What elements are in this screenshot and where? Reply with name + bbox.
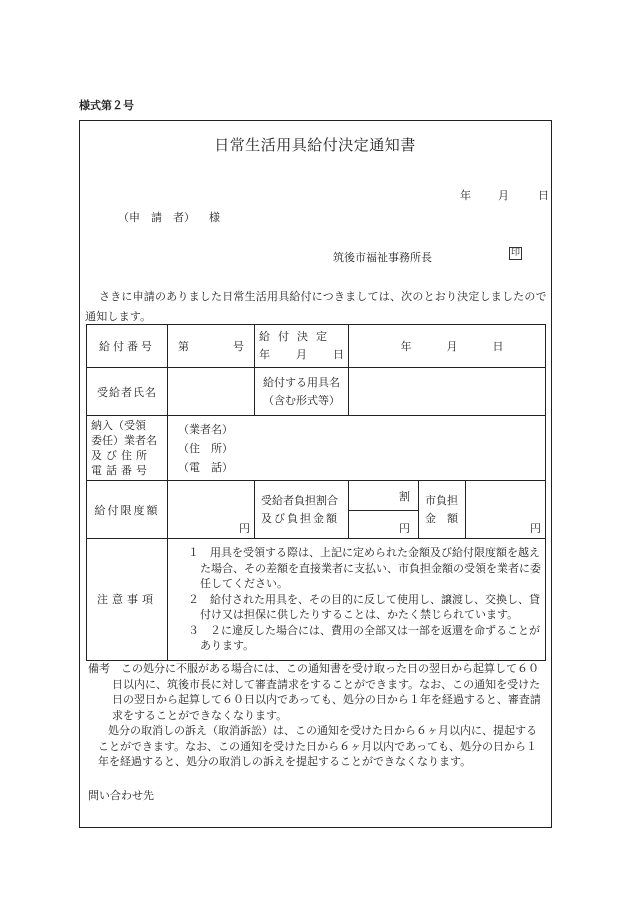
contact-label: 問い合わせ先 (88, 789, 154, 802)
vendor-phone: （電 話） (178, 460, 233, 474)
benefit-number-cell[interactable] (168, 325, 255, 368)
vendor-address: （住 所） (178, 441, 233, 455)
vendor-label-4: 電話番号 (91, 464, 151, 477)
note-item: ３ ２に違反した場合には、費用の全部又は一部を返還を命ずることがあります。 (188, 623, 540, 652)
limit-unit: 円 (239, 522, 250, 535)
decision-label: 給付決定 (259, 330, 335, 343)
burden-amount-cell[interactable] (349, 511, 419, 539)
burden-label-1: 受給者負担割合 (261, 493, 338, 507)
table-row (87, 539, 546, 661)
city-label-1: 市負担 (425, 493, 458, 507)
label-notes: 注意事項 (87, 539, 168, 661)
vendor-cell[interactable] (168, 416, 546, 481)
page-title: 日常生活用具給付決定通知書 (214, 136, 416, 154)
date-year-cell: 年 (400, 340, 412, 353)
date-month-cell: 月 (446, 340, 458, 353)
rate-unit: 割 (399, 489, 410, 503)
burden-label-2: 及び負担金額 (261, 511, 339, 525)
form-number: 様式第２号 (79, 99, 134, 112)
label-limit: 給付限度額 (87, 481, 168, 539)
issuer-name: 筑後市福祉事務所長 (333, 251, 432, 264)
date-day: 日 (538, 189, 549, 202)
date-year: 年 (460, 189, 471, 202)
date-month: 月 (498, 189, 509, 202)
decision-table (86, 324, 546, 661)
issue-date (460, 187, 549, 203)
seal-mark: 印 (510, 248, 520, 258)
remarks (88, 661, 546, 770)
item-name-cell[interactable] (349, 368, 546, 416)
recipient-name-cell[interactable] (168, 368, 255, 416)
vendor-name: （業者名） (178, 422, 233, 436)
table-row (87, 481, 546, 511)
applicant-line (118, 209, 220, 225)
label-month: 月 (296, 348, 307, 361)
label-recipient-name: 受給者氏名 (87, 368, 168, 416)
vendor-label-1: 納入（受領 (91, 419, 146, 432)
decision-date-cell[interactable] (349, 325, 546, 368)
intro-text: さきに申請のありました日常生活用具給付につきましては、次のとおり決定しましたので通知します。 (85, 290, 547, 323)
label-city-amount (419, 481, 466, 539)
city-label-2: 金 額 (425, 511, 458, 525)
table-row (87, 325, 546, 368)
vendor-label-2: 委任）業者名 (91, 434, 157, 447)
table-row (87, 368, 546, 416)
label-benefit-number: 給付番号 (87, 325, 168, 368)
date-day-cell: 日 (492, 340, 504, 353)
label-vendor (87, 416, 168, 481)
label-item-name (255, 368, 349, 416)
limit-amount-cell[interactable] (168, 481, 255, 539)
item-label-2: （含む形式等） (263, 393, 340, 407)
number-prefix: 第 (178, 340, 189, 353)
amount-unit: 円 (399, 522, 410, 535)
applicant-honorific: 様 (209, 211, 220, 224)
table-row (87, 416, 546, 481)
note-item: １ 用具を受領する際は、上記に定められた金額及び給付限度額を越えた場合、その差額を直接業者に支払い、市負担金額の受領を業者に委任してください。 (188, 546, 541, 590)
label-day: 日 (333, 348, 344, 361)
city-amount-cell[interactable] (466, 481, 546, 539)
remarks-paragraph-1: 備考 この処分に不服がある場合には、この通知書を受け取った日の翌日から起算して６０日以内に、筑後市長に対して審査請求をすることができます。なお、この通知を受けた日の翌日から起算して６０日以内であっても、処分の日から１年を経過すると、審査請求をすることができなくなります。 (88, 662, 541, 722)
city-unit: 円 (530, 522, 542, 535)
label-year: 年 (259, 348, 270, 361)
vendor-label-3: 及び住所 (91, 449, 151, 462)
burden-rate-cell[interactable] (349, 481, 419, 511)
notes-cell (168, 539, 546, 661)
number-suffix: 号 (233, 340, 244, 353)
label-decision-date (255, 325, 349, 368)
applicant-label: （申 請 者） (118, 211, 195, 224)
label-burden (255, 481, 349, 539)
item-label-1: 給付する用具名 (263, 375, 340, 389)
remarks-paragraph-2: 処分の取消しの訴え（取消訴訟）は、この通知を受けた日から６ヶ月以内に、提起することができます。なお、この通知を受けた日から６ヶ月以内であっても、処分の日から１年を経過すると、処分の取消しの訴えを提起することができなくなります。 (98, 724, 538, 768)
note-item: ２ 給付された用具を、その目的に反して使用し、譲渡し、交換し、貸付け又は担保に供したりすることは、かたく禁じられています。 (188, 592, 540, 621)
